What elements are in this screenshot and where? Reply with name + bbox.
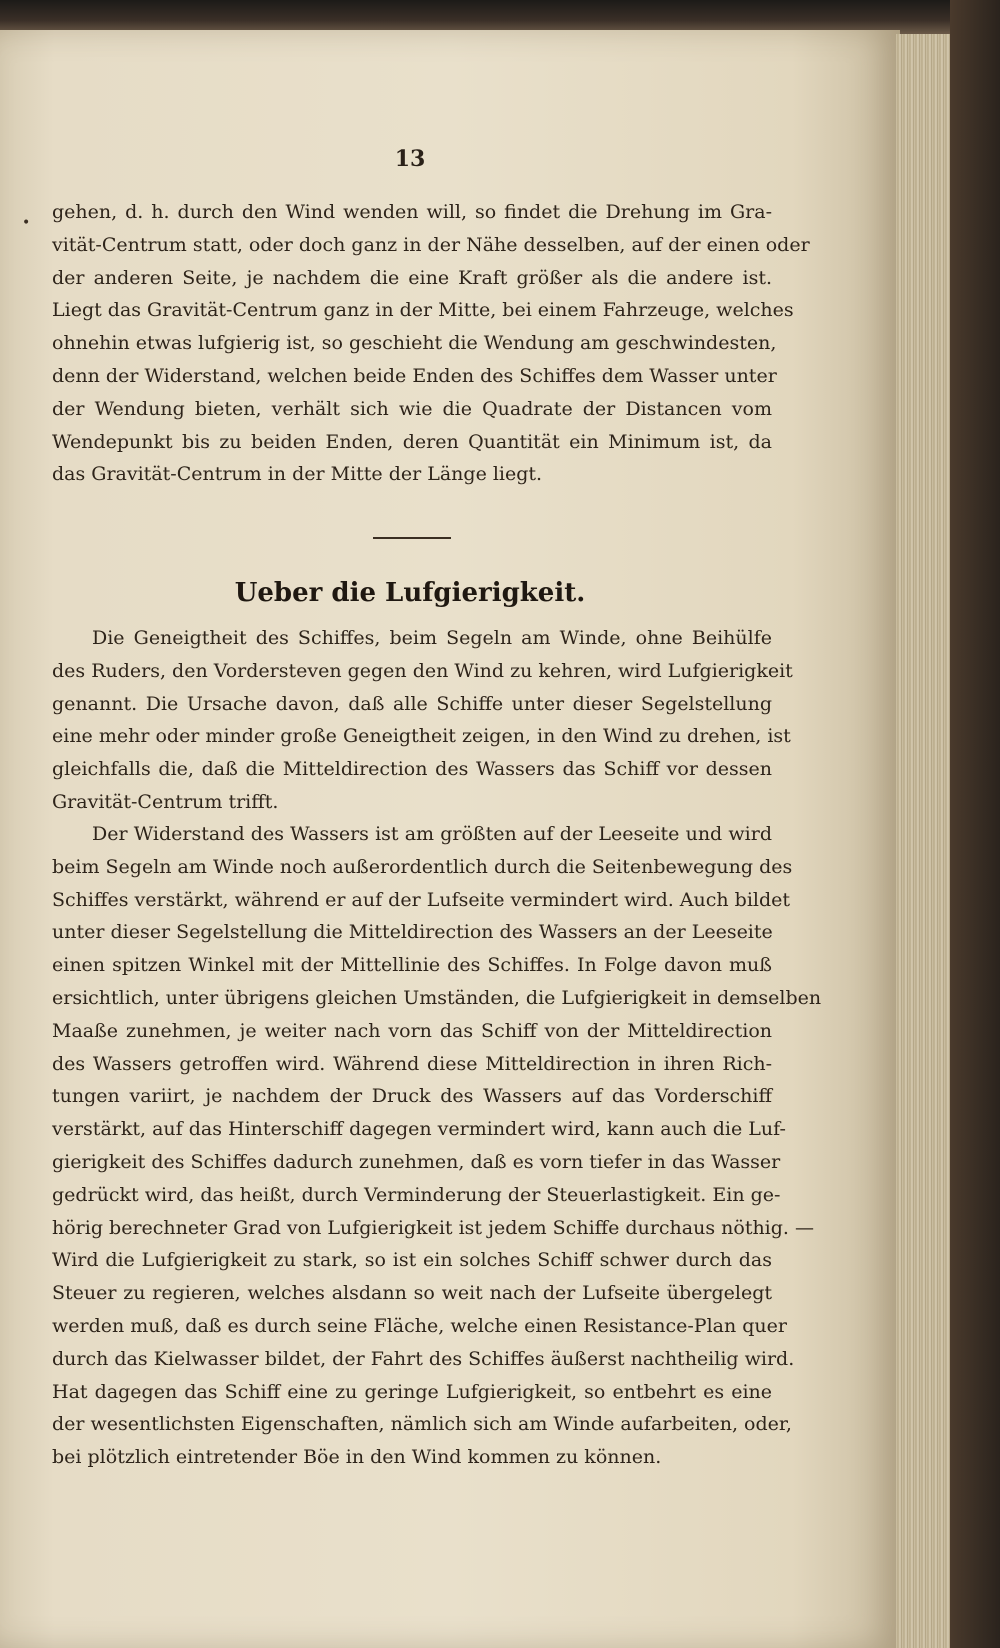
text-line: vität-Centrum statt, oder doch ganz in der Nähe desselben, auf der einen oder [52,233,810,256]
text-line: verstärkt, auf das Hinterschiff dagegen vermindert wird, kann auch die Luf- [52,1118,786,1141]
paragraph-continuation [52,196,810,491]
text-line: unter dieser Segelstellung die Mitteldirection des Wassers an der Leeseite [52,921,773,944]
text-line: Schiffes verstärkt, während er auf der Lufseite vermindert wird. Auch bildet [52,888,791,911]
text-line: gierigkeit des Schiffes dadurch zunehmen, daß es vorn tiefer in das Wasser [52,1150,781,1173]
text-line: Liegt das Gravität-Centrum ganz in der Mitte, bei einem Fahrzeuge, welches [52,299,794,322]
section-divider [373,537,451,539]
text-line: Gravität-Centrum trifft. [52,790,279,813]
text-line: Der Widerstand des Wassers ist am größten auf der Leeseite und wird [92,823,772,845]
text-line: Die Geneigtheit des Schiffes, beim Segeln am Winde, ohne Beihülfe [92,627,772,649]
text-line: der Wendung bieten, verhält sich wie die Quadrate der Distancen vom [52,397,772,420]
text-line: des Wassers getroffen wird. Während diese Mitteldirection in ihren Rich- [52,1052,772,1075]
text-line: Wird die Lufgierigkeit zu stark, so ist ein solches Schiff schwer durch das [52,1249,772,1272]
text-line: eine mehr oder minder große Geneigtheit zeigen, in den Wind zu drehen, ist [52,725,791,748]
text-line: gehen, d. h. durch den Wind wenden will, so findet die Drehung im Gra- [52,201,772,223]
text-line: tungen variirt, je nachdem der Druck des Wassers auf das Vorderschiff [52,1085,772,1108]
text-line: gleichfalls die, daß die Mitteldirection des Wassers das Schiff vor dessen [52,758,772,781]
text-line: ersichtlich, unter übrigens gleichen Umständen, die Lufgierigkeit in demselben [52,986,822,1009]
text-line: der wesentlichsten Eigenschaften, nämlich sich am Winde aufarbeiten, oder, [52,1413,792,1436]
text-line: genannt. Die Ursache davon, daß alle Schiffe unter dieser Segelstellung [52,692,772,715]
text-line: der anderen Seite, je nachdem die eine Kraft größer als die andere ist. [52,266,772,289]
text-line: denn der Widerstand, welchen beide Enden des Schiffes dem Wasser unter [52,364,777,387]
book-top-edge [0,0,1000,34]
margin-mark: • [22,215,31,231]
page-stack-edges [896,34,950,1648]
text-line: Maaße zunehmen, je weiter nach vorn das Schiff von der Mitteldirection [52,1019,772,1042]
text-line: Steuer zu regieren, welches alsdann so weit nach der Lufseite übergelegt [52,1282,772,1305]
section-heading: Ueber die Lufgierigkeit. [234,578,586,608]
text-line: des Ruders, den Vordersteven gegen den Wind zu kehren, wird Lufgierigkeit [52,659,793,682]
paragraph-definition [52,622,793,819]
text-line: Wendepunkt bis zu beiden Enden, deren Quantität ein Minimum ist, da [52,430,772,453]
text-line: hörig berechneter Grad von Lufgierigkeit ist jedem Schiffe durchaus nöthig. — [52,1216,815,1239]
text-line: werden muß, daß es durch seine Fläche, welche einen Resistance-Plan quer [52,1314,787,1337]
text-line: einen spitzen Winkel mit der Mittellinie des Schiffes. In Folge davon muß [52,954,772,977]
text-line: das Gravität-Centrum in der Mitte der Länge liegt. [52,463,543,486]
book-cover [950,0,1000,1648]
paragraph-resistance [52,818,822,1474]
text-line: Hat dagegen das Schiff eine zu geringe Lufgierigkeit, so entbehrt es eine [52,1380,772,1403]
page-number: 13 [394,146,426,172]
text-line: durch das Kielwasser bildet, der Fahrt des Schiffes äußerst nachtheilig wird. [52,1347,795,1370]
text-line: beim Segeln am Winde noch außerordentlich durch die Seitenbewegung des [52,855,793,878]
text-line: bei plötzlich eintretender Böe in den Wind kommen zu können. [52,1446,662,1469]
text-line: ohnehin etwas lufgierig ist, so geschieht die Wendung am geschwindesten, [52,332,777,355]
text-line: gedrückt wird, das heißt, durch Verminderung der Steuerlastigkeit. Ein ge- [52,1183,781,1206]
